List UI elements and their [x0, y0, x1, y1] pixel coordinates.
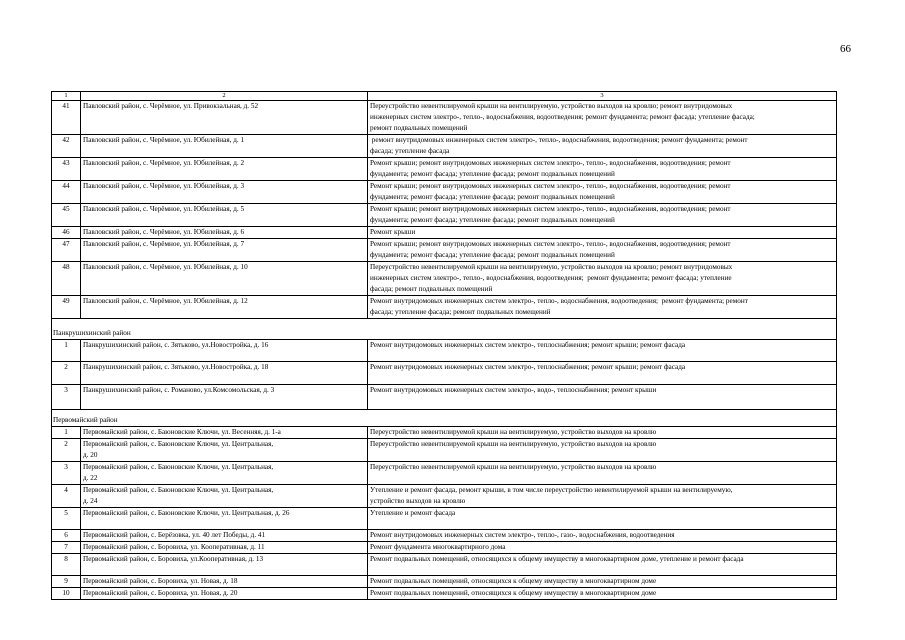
works-line: Переустройство невентилируемой крыши на вентилируемую, устройство выходов на кровлю [370, 428, 657, 436]
table-row [52, 427, 837, 439]
row-number: 8 [52, 554, 81, 576]
section-row [52, 410, 837, 427]
row-number: 47 [52, 239, 81, 262]
works-line: инженерных систем электро-, тепло-, водоснабжения, водоотведения; ремонт фундамента; ремонт фасада; утепление [370, 274, 732, 282]
works-line: фундамента; ремонт фасада; утепление фасада; ремонт подвальных помещений [370, 251, 615, 259]
works-line: Утепление и ремонт фасада [370, 509, 456, 517]
address-cell: Павловский район, с. Черёмное, ул. Юбилейная, д. 10 [81, 262, 368, 296]
address-cell [81, 462, 368, 485]
header-cell-no: 1 [52, 92, 81, 101]
row-number: 42 [52, 135, 81, 158]
header-row [52, 92, 837, 101]
row-number: 1 [52, 427, 81, 439]
address-line: д. 24 [83, 497, 98, 505]
works-line: Ремонт крыши; ремонт внутридомовых инженерных систем электро-, тепло-, водоснабжения, водоотведения; ремонт [370, 205, 731, 213]
table-row [52, 101, 837, 135]
table-row [52, 385, 837, 410]
works-cell [368, 530, 837, 542]
works-cell [368, 296, 837, 319]
address-cell: Павловский район, с. Черёмное, ул. Юбилейная, д. 12 [81, 296, 368, 319]
works-line: Ремонт крыши; ремонт внутридомовых инженерных систем электро-, тепло-, водоснабжения, водоотведения; ремонт [370, 240, 731, 248]
header-cell-address: 2 [81, 92, 368, 101]
works-cell [368, 462, 837, 485]
row-number: 49 [52, 296, 81, 319]
address-line: Первомайский район, с. Боровиха, ул. Кооперативная, д. 11 [83, 543, 265, 551]
address-cell [81, 439, 368, 462]
address-line: Первомайский район, с. Берёзовка, ул. 40 лет Победы, д. 41 [83, 531, 266, 539]
address-cell [81, 576, 368, 588]
row-number: 45 [52, 204, 81, 227]
address-cell [81, 427, 368, 439]
works-line: фундамента; ремонт фасада; утепление фасада; ремонт подвальных помещений [370, 216, 615, 224]
table-row [52, 158, 837, 181]
works-line: Ремонт внутридомовых инженерных систем электро-, водо-, теплоснабжения; ремонт крыши [370, 386, 657, 394]
address-cell [81, 554, 368, 576]
address-cell [81, 530, 368, 542]
page-number: 66 [840, 43, 851, 55]
works-line: Ремонт внутридомовых инженерных систем электро-, теплоснабжения; ремонт крыши; ремонт фасада [370, 363, 686, 371]
address-cell [81, 485, 368, 508]
row-number: 44 [52, 181, 81, 204]
works-line: Ремонт фундамента многоквартирного дома [370, 543, 506, 551]
address-cell: Павловский район, с. Черёмное, ул. Юбилейная, д. 3 [81, 181, 368, 204]
address-cell: Павловский район, с. Черёмное, ул. Юбилейная, д. 7 [81, 239, 368, 262]
works-cell [368, 135, 837, 158]
works-line: ремонт подвальных помещений [370, 124, 468, 132]
table-row [52, 340, 837, 362]
works-line: Переустройство невентилируемой крыши на вентилируемую, устройство выходов на кровлю [370, 463, 657, 471]
row-number: 10 [52, 588, 81, 600]
row-number: 2 [52, 362, 81, 385]
row-number: 43 [52, 158, 81, 181]
works-cell [368, 427, 837, 439]
row-number: 7 [52, 542, 81, 554]
address-cell: Павловский район, с. Черёмное, ул. Юбилейная, д. 6 [81, 227, 368, 239]
works-line: Переустройство невентилируемой крыши на вентилируемую, устройство выходов на кровлю [370, 440, 657, 448]
works-cell [368, 262, 837, 296]
table-row [52, 296, 837, 319]
address-cell: Панкрушихинский район, с. Зятьково, ул.Новостройка, д. 18 [81, 362, 368, 385]
address-line: Первомайский район, с. Боровиха, ул.Кооперативная, д. 13 [83, 555, 264, 563]
works-line: Ремонт крыши; ремонт внутридомовых инженерных систем электро-, тепло-, водоснабжения, водоотведения; ремонт [370, 182, 731, 190]
works-cell [368, 588, 837, 600]
table-row [52, 262, 837, 296]
works-cell [368, 508, 837, 530]
header-cell-works: 3 [368, 92, 837, 101]
address-cell: Павловский район, с. Черёмное, ул. Юбилейная, д. 1 [81, 135, 368, 158]
section-title: Панкрушихинский район [52, 319, 837, 340]
address-cell: Панкрушихинский район, с. Зятьково, ул.Новостройка, д. 16 [81, 340, 368, 362]
table-row [52, 135, 837, 158]
row-number: 4 [52, 485, 81, 508]
works-cell [368, 101, 837, 135]
address-cell [81, 542, 368, 554]
section-title: Первомайский район [52, 410, 837, 427]
works-line: Ремонт подвальных помещений, относящихся к общему имуществу в многоквартирном доме, утепление и ремонт фасада [370, 555, 744, 563]
address-cell [81, 508, 368, 530]
table-row [52, 485, 837, 508]
address-cell: Панкрушихинский район, с. Романово, ул.Комсомольская, д. 3 [81, 385, 368, 410]
works-line: фасада; утепление фасада; ремонт подвальных помещений [370, 308, 551, 316]
section-row [52, 319, 837, 340]
works-line: Ремонт внутридомовых инженерных систем электро-, теплоснабжения; ремонт крыши; ремонт фасада [370, 341, 686, 349]
row-number: 3 [52, 385, 81, 410]
works-line: Ремонт внутридомовых инженерных систем электро-, тепло-, газо-, водоснабжения, водоотведения [370, 531, 675, 539]
works-line: Утепление и ремонт фасада, ремонт крыши, в том числе переустройство невентилируемой крыши на вентилируемую, [370, 486, 733, 494]
works-cell [368, 204, 837, 227]
table-row [52, 181, 837, 204]
works-line: Ремонт подвальных помещений, относящихся к общему имуществу в многоквартирном доме [370, 577, 657, 585]
works-cell [368, 340, 837, 362]
row-number: 1 [52, 340, 81, 362]
address-line: д. 20 [83, 451, 98, 459]
works-cell [368, 181, 837, 204]
row-number: 2 [52, 439, 81, 462]
address-cell: Павловский район, с. Черёмное, ул. Юбилейная, д. 5 [81, 204, 368, 227]
address-cell: Павловский район, с. Черёмное, ул. Юбилейная, д. 2 [81, 158, 368, 181]
row-number: 9 [52, 576, 81, 588]
address-line: Первомайский район, с. Баюновские Ключи, ул. Центральная, [83, 486, 274, 494]
works-cell [368, 554, 837, 576]
row-number: 48 [52, 262, 81, 296]
table-row [52, 204, 837, 227]
works-cell [368, 239, 837, 262]
works-cell [368, 158, 837, 181]
works-cell [368, 576, 837, 588]
address-line: Первомайский район, с. Боровиха, ул. Новая, д. 18 [83, 577, 238, 585]
table-row [52, 508, 837, 530]
address-line: д. 22 [83, 474, 98, 482]
table-row [52, 542, 837, 554]
address-line: Первомайский район, с. Баюновские Ключи, ул. Центральная, [83, 440, 274, 448]
address-line: Первомайский район, с. Баюновские Ключи, ул. Центральная, [83, 463, 274, 471]
works-line: фундамента; ремонт фасада; утепление фасада; ремонт подвальных помещений [370, 193, 615, 201]
repair-works-table [51, 91, 837, 600]
works-line: Переустройство невентилируемой крыши на вентилируемую, устройство выходов на кровлю; ремонт внутридомовых [370, 263, 733, 271]
row-number: 6 [52, 530, 81, 542]
address-line: Первомайский район, с. Баюновские Ключи, ул. Центральная, д. 26 [83, 509, 290, 517]
works-line: фундамента; ремонт фасада; утепление фасада; ремонт подвальных помещений [370, 170, 615, 178]
table-row [52, 462, 837, 485]
table-row [52, 554, 837, 576]
address-cell [81, 588, 368, 600]
address-cell: Павловский район, с. Черёмное, ул. Привокзальная, д. 52 [81, 101, 368, 135]
row-number: 46 [52, 227, 81, 239]
row-number: 41 [52, 101, 81, 135]
table-row [52, 362, 837, 385]
works-line: Ремонт крыши; ремонт внутридомовых инженерных систем электро-, тепло-, водоснабжения, водоотведения; ремонт [370, 159, 731, 167]
table-row [52, 239, 837, 262]
row-number: 5 [52, 508, 81, 530]
works-cell [368, 227, 837, 239]
table-body [52, 92, 837, 600]
table-row [52, 439, 837, 462]
works-cell [368, 542, 837, 554]
table-row [52, 576, 837, 588]
row-number: 3 [52, 462, 81, 485]
works-line: Переустройство невентилируемой крыши на вентилируемую, устройство выходов на кровлю; ремонт внутридомовых [370, 102, 733, 110]
works-line: фасада; утепление фасада [370, 147, 450, 155]
works-line: Ремонт крыши [370, 228, 416, 236]
address-line: Первомайский район, с. Баюновские Ключи, ул. Весенняя, д. 1-а [83, 428, 281, 436]
table-row [52, 588, 837, 600]
table-row [52, 530, 837, 542]
works-line: Ремонт внутридомовых инженерных систем электро-, тепло-, водоснабжения, водоотведения; ремонт фундамента; ремонт [370, 297, 748, 305]
works-cell [368, 439, 837, 462]
works-line: ремонт внутридомовых инженерных систем электро-, тепло-, водоснабжения, водоотведения; ремонт фундамента; ремонт [370, 136, 748, 144]
works-cell [368, 485, 837, 508]
works-line: Ремонт подвальных помещений, относящихся к общему имуществу в многоквартирном доме [370, 589, 657, 597]
works-line: фасада; ремонт подвальных помещений [370, 285, 493, 293]
address-line: Первомайский район, с. Боровиха, ул. Новая, д. 20 [83, 589, 238, 597]
works-line: устройство выходов на кровлю [370, 497, 466, 505]
works-cell [368, 362, 837, 385]
table-row [52, 227, 837, 239]
works-line: инженерных систем электро-, тепло-, водоснабжения, водоотведения; ремонт фундамента; ремонт фасада; утепление фасада; [370, 113, 755, 121]
works-cell [368, 385, 837, 410]
